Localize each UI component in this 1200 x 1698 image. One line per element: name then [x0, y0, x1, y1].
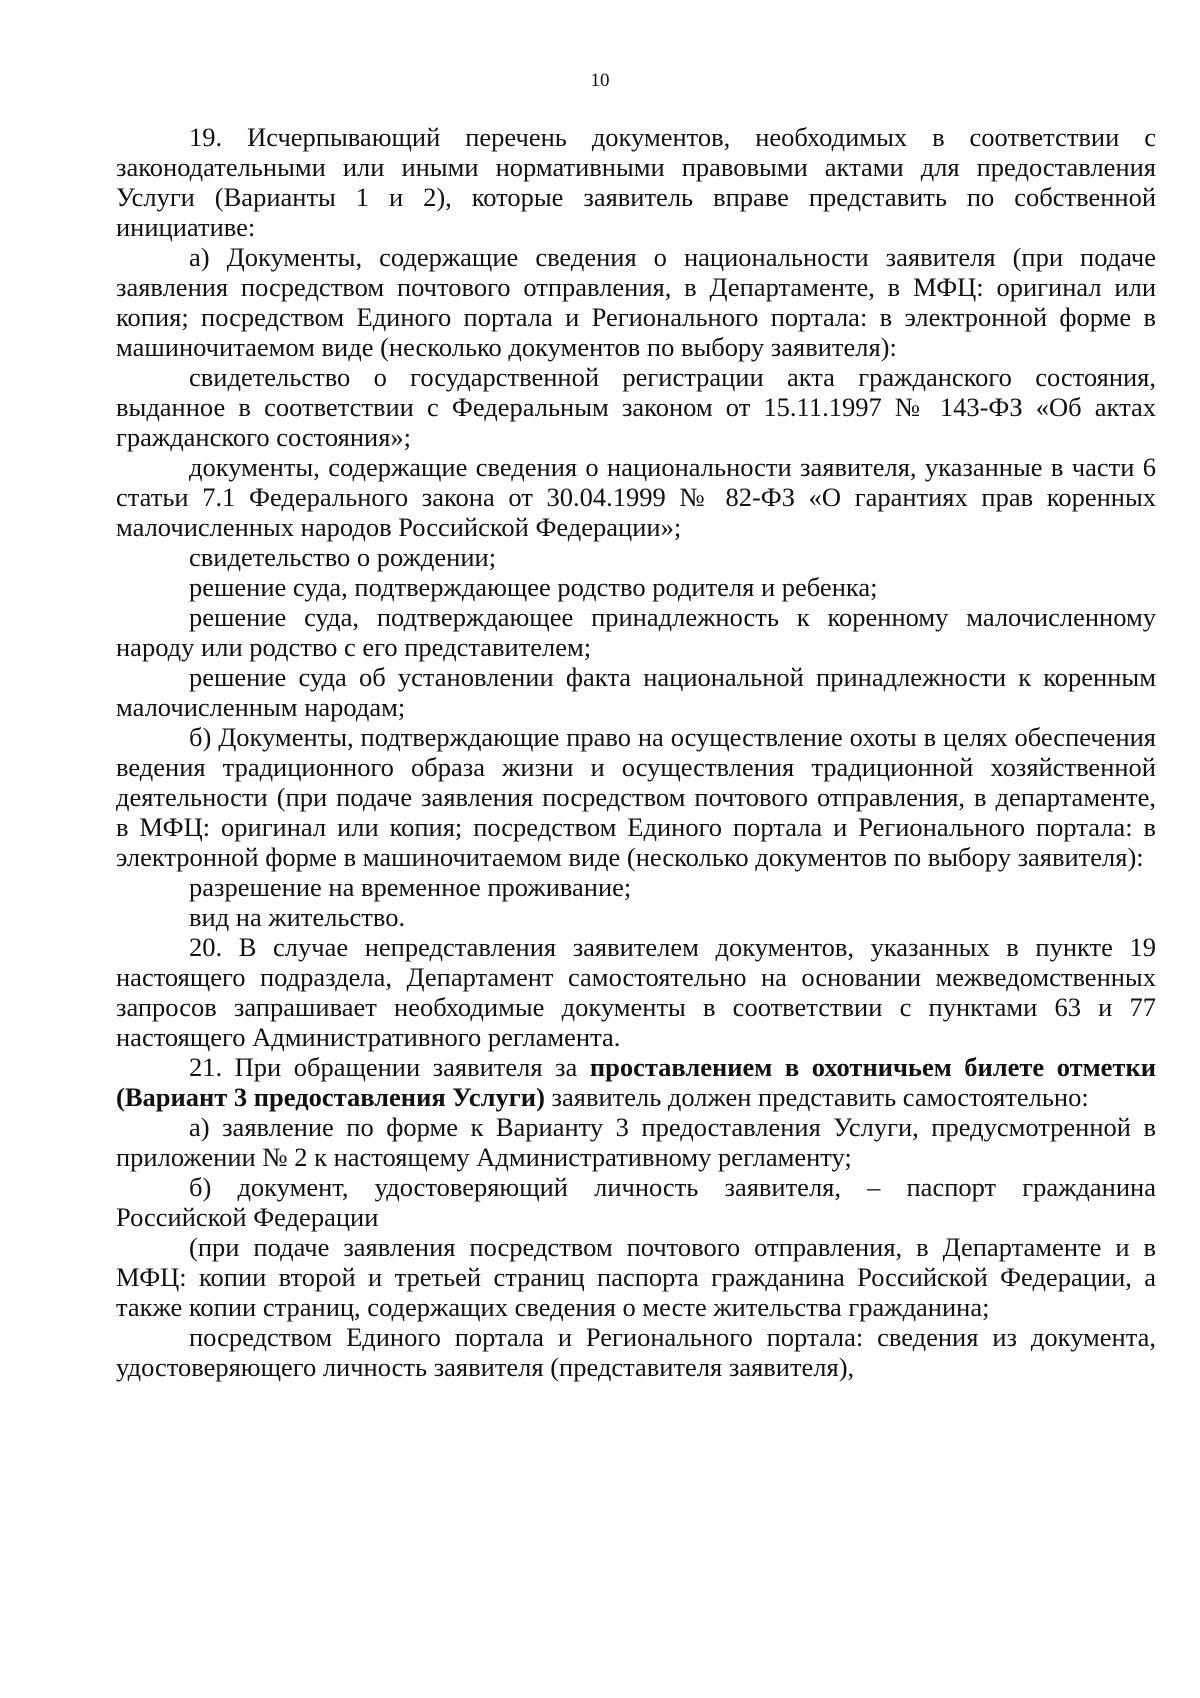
paragraph-21b-mail: (при подаче заявления посредством почтового отправления, в Департаменте и в МФЦ: копии второй и третьей страниц паспорта гражданина Российской Федерации, а также копии страниц, содержащих сведения о месте жительства гражданина;	[116, 1232, 1156, 1322]
paragraph-21-tail: заявитель должен представить самостоятельно:	[544, 1082, 1089, 1112]
list-item-court-parenthood: решение суда, подтверждающее родство родителя и ребенка;	[189, 572, 878, 602]
list-item-civil-registration: свидетельство о государственной регистрации акта гражданского состояния, выданное в соответствии с Федеральным законом от 15.11.1997 № 143-ФЗ «Об актах гражданского состояния»;	[116, 362, 1156, 452]
list-item-court-nationality-fact: решение суда об установлении факта национальной принадлежности к коренным малочисленным народам;	[116, 662, 1156, 722]
list-item-birth-certificate: свидетельство о рождении;	[189, 542, 497, 572]
document-body	[116, 122, 1156, 1382]
paragraph-21a: а) заявление по форме к Варианту 3 предоставления Услуги, предусмотренной в приложении № 2 к настоящему Административному регламенту;	[116, 1112, 1156, 1172]
paragraph-21b-portal: посредством Единого портала и Регионального портала: сведения из документа, удостоверяющего личность заявителя (представителя заявителя),	[116, 1322, 1156, 1382]
paragraph-20: 20. В случае непредставления заявителем документов, указанных в пункте 19 настоящего подраздела, Департамент самостоятельно на основании межведомственных запросов запрашивает необходимые документы в соответствии с пунктами 63 и 77 настоящего Административного регламента.	[116, 932, 1156, 1052]
list-item-temporary-residence: разрешение на временное проживание;	[189, 872, 632, 902]
list-item-residence-permit: вид на жительство.	[189, 902, 406, 932]
paragraph-21	[116, 1052, 1156, 1112]
paragraph-21b: б) документ, удостоверяющий личность заявителя, – паспорт гражданина Российской Федерации	[116, 1172, 1156, 1232]
list-item-nationality-documents: документы, содержащие сведения о национальности заявителя, указанные в части 6 статьи 7.1 Федерального закона от 30.04.1999 № 82-ФЗ «О гарантиях прав коренных малочисленных народов Российской Федерации»;	[116, 452, 1156, 542]
paragraph-19: 19. Исчерпывающий перечень документов, необходимых в соответствии с законодательными или иными нормативными правовыми актами для предоставления Услуги (Варианты 1 и 2), которые заявитель вправе представить по собственной инициативе:	[116, 122, 1156, 242]
paragraph-19a: а) Документы, содержащие сведения о национальности заявителя (при подаче заявления посредством почтового отправления, в Департаменте, в МФЦ: оригинал или копия; посредством Единого портала и Регионального портала: в электронной форме в машиночитаемом виде (несколько документов по выбору заявителя):	[116, 242, 1156, 362]
list-item-court-indigenous: решение суда, подтверждающее принадлежность к коренному малочисленному народу или родство с его представителем;	[116, 602, 1156, 662]
page-number: 10	[590, 70, 610, 91]
paragraph-21-bold: проставлением в охотничьем билете отметки (Вариант 3 предоставления Услуги)	[116, 1052, 1156, 1112]
paragraph-19b: б) Документы, подтверждающие право на осуществление охоты в целях обеспечения ведения традиционного образа жизни и осуществления традиционной хозяйственной деятельности (при подаче заявления посредством почтового отправления, в департаменте, в МФЦ: оригинал или копия; посредством Единого портала и Регионального портала: в электронной форме в машиночитаемом виде (несколько документов по выбору заявителя):	[116, 722, 1156, 872]
paragraph-21-lead: 21. При обращении заявителя за	[189, 1052, 590, 1082]
